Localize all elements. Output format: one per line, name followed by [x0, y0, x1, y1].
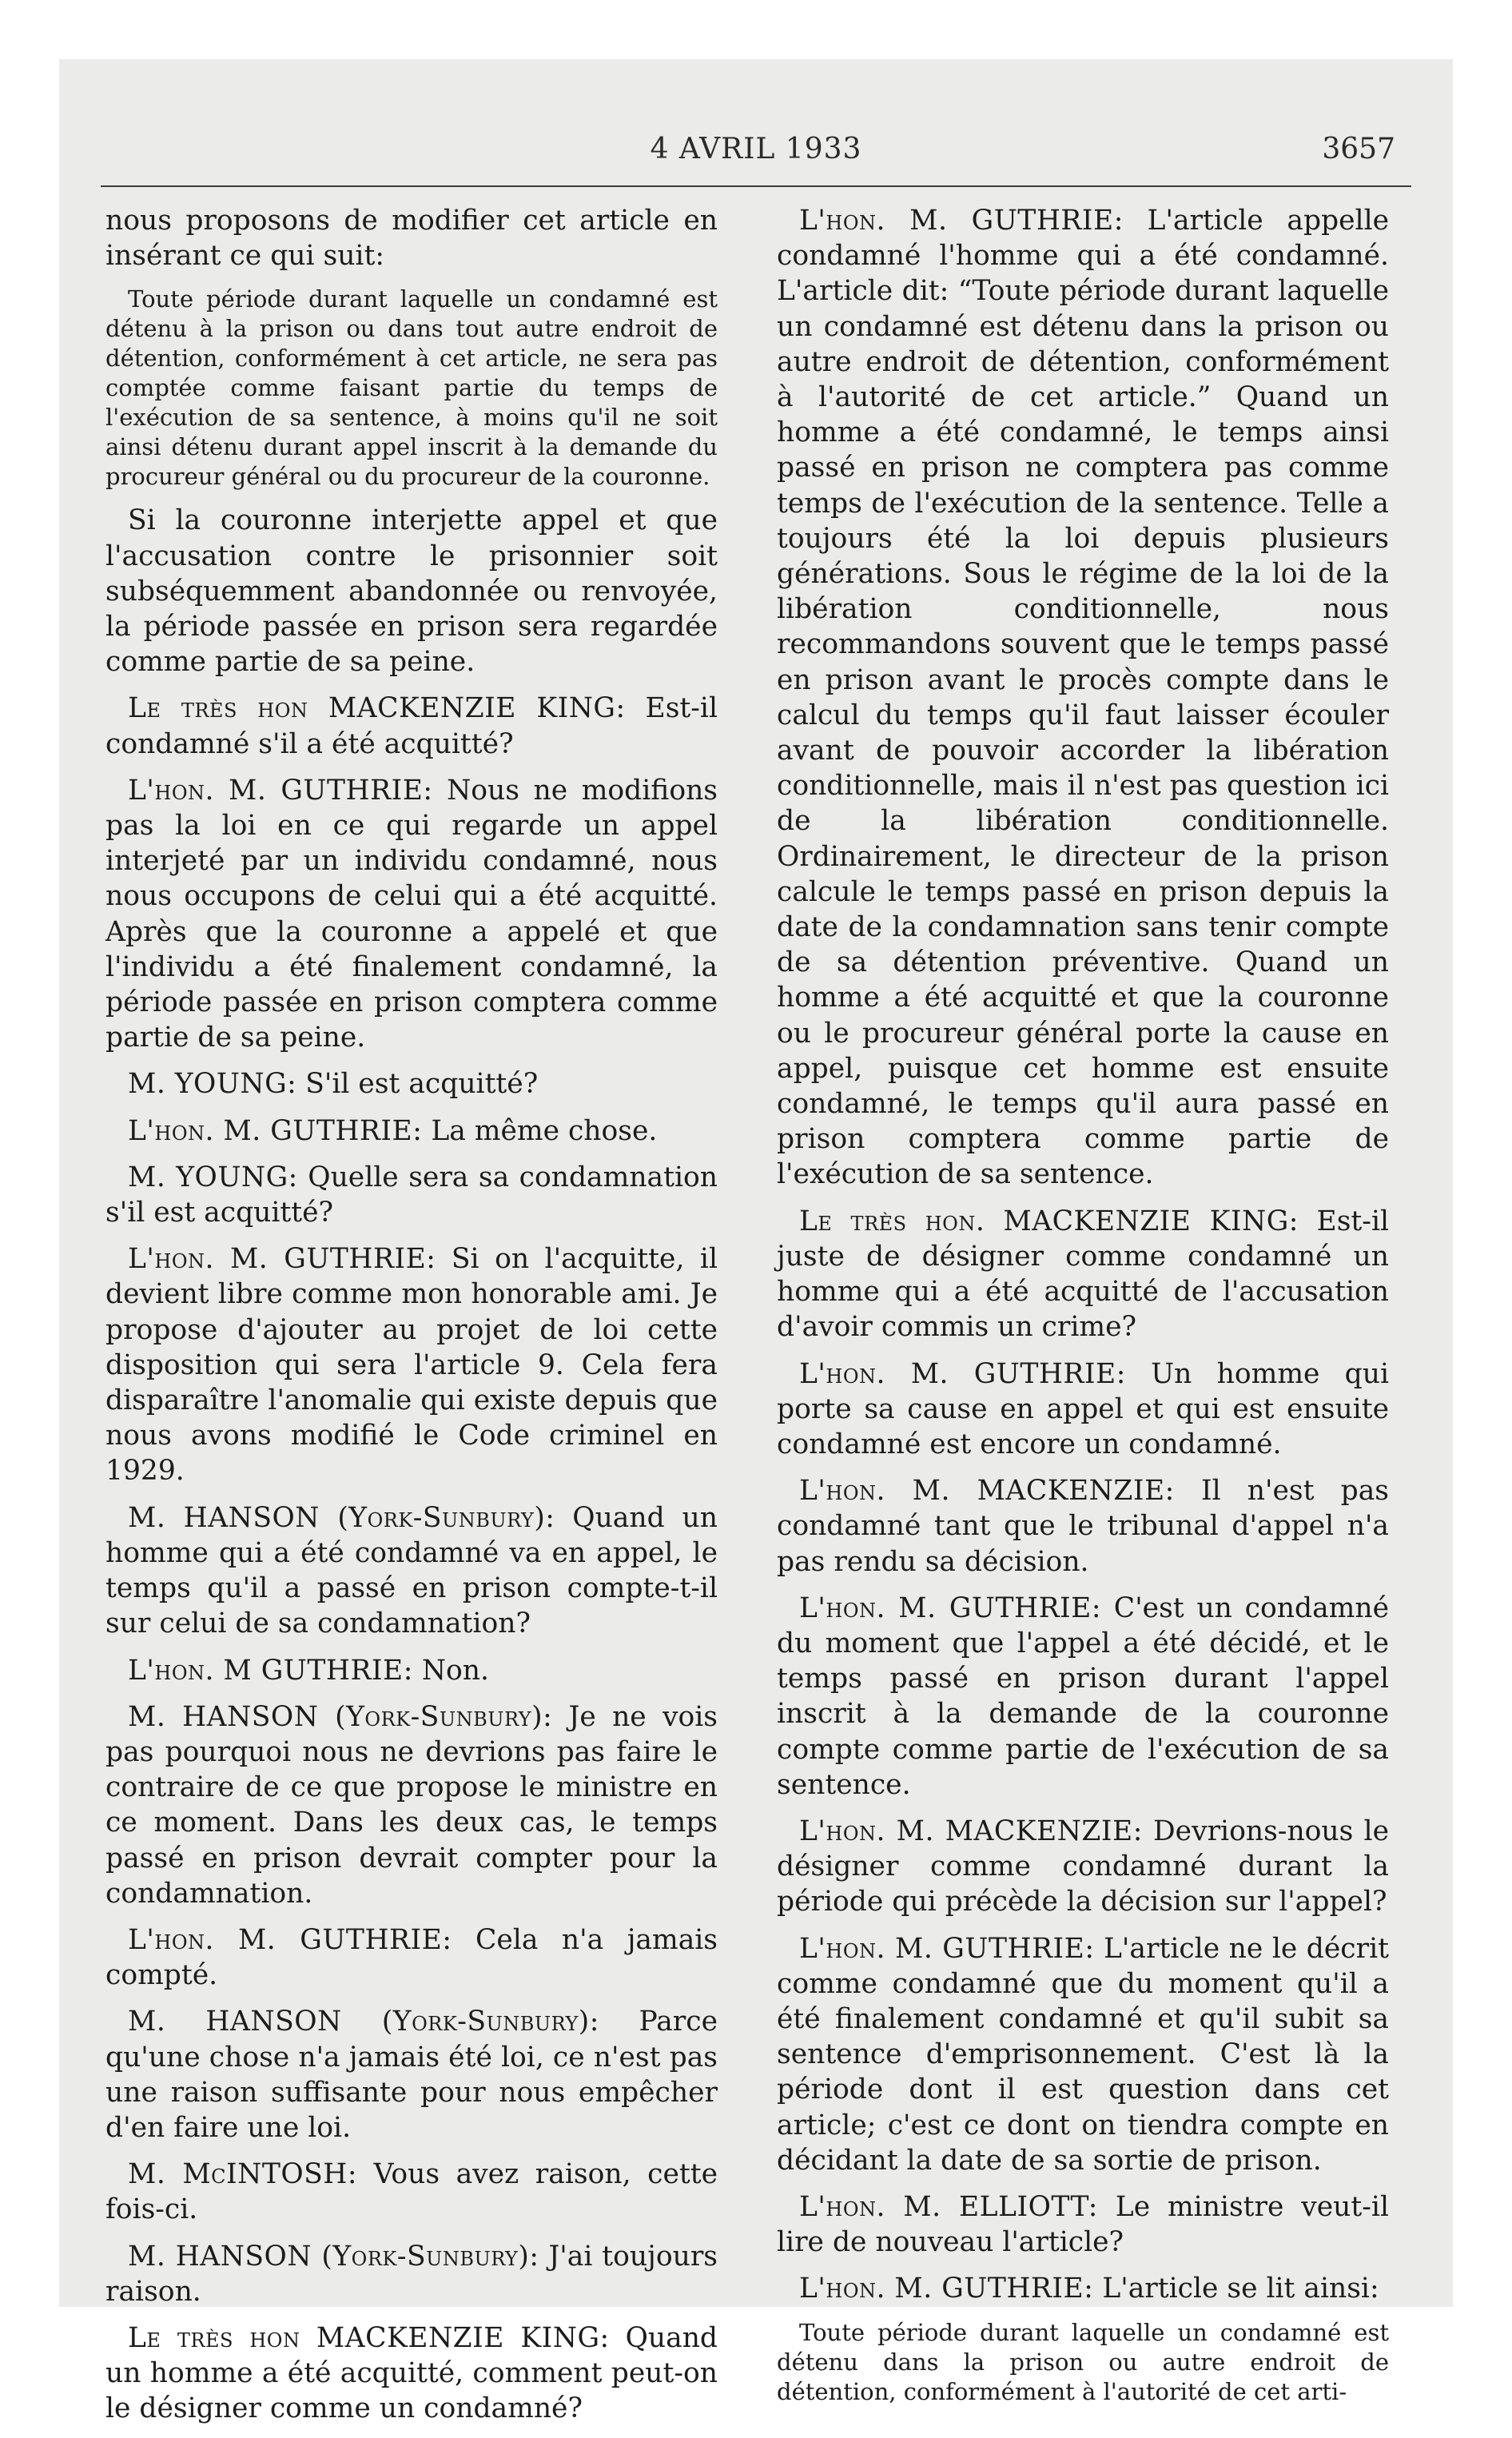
paragraph — [105, 203, 718, 273]
speaker-name: Le très hon MACKENZIE KING: — [128, 2321, 610, 2354]
speech-text: C'est un condamné du moment que l'appel a été décidé, et le temps passé en prison durant l'appel inscrit à la demande de la couronne compte comme partie de l'exécution de sa sentence. — [777, 1591, 1390, 1801]
quoted-text: Toute période durant laquelle un condamné est détenu dans la prison ou autre endroit de détention, conformément à l'autorité de cet arti- — [777, 2318, 1389, 2405]
speaker-name: L'hon. M. GUTHRIE: — [799, 1357, 1126, 1390]
paragraph — [777, 1356, 1389, 1463]
speech-text: S'il est acquitté? — [305, 1068, 539, 1101]
speech-text: Est-il condamné s'il a été acquitté? — [105, 692, 718, 760]
speech-text: Il n'est pas condamné tant que le tribunal d'appel n'a pas rendu sa décision. — [777, 1475, 1389, 1578]
paragraph — [777, 1204, 1389, 1345]
paragraph — [105, 773, 718, 1056]
speech-text: Le ministre veut-il lire de nouveau l'article? — [777, 2190, 1389, 2259]
paragraph — [105, 1699, 718, 1911]
speech-text: Quand un homme a été acquitté, comment peut-on le désigner comme un condamné? — [105, 2321, 718, 2425]
right-column — [777, 203, 1389, 2418]
speech-text: Nous ne modifions pas la loi en ce qui regarde un appel interjeté par un individu condamné, nous nous occupons de celui qui a été acquitté. Après que la couronne a appelé et que l'individu a été finalement condamné, la période passée en prison comptera comme partie de sa peine. — [105, 774, 718, 1054]
speech-text: J'ai toujours raison. — [105, 2240, 718, 2308]
speech-text: L'article appelle condamné l'homme qui a été condamné. L'article dit: “Toute période durant laquelle un condamné est détenu dans la prison ou autre endroit de détention, conformément à l'autorité de cet article.” Quand un homme a été condamné, le temps ainsi passé en prison ne comptera pas comme temps de l'exécution de la sentence. Telle a toujours été la loi depuis plusieurs générations. Sous le régime de la loi de la libération conditionnelle, nous recommandons souvent que le temps passé en prison avant le procès compte dans le calcul du temps qu'il faut laisser écouler avant de pouvoir accorder la libération conditionnelle, mais il n'est pas question ici de la libération conditionnelle. Ordinairement, le directeur de la prison calcule le temps passé en prison depuis la date de la condamnation sans tenir compte de sa détention préventive. Quand un homme a été acquitté et que la couronne ou le procureur général porte la cause en appel, puisque cet homme est ensuite condamné, le temps qu'il aura passé en prison comptera comme partie de l'exécution de sa sentence. — [777, 205, 1390, 1191]
speaker-name: L'hon. M. GUTHRIE: — [128, 774, 433, 807]
paragraph — [777, 1814, 1389, 1920]
speaker-name: L'hon. M. GUTHRIE: — [799, 1932, 1095, 1965]
page-number: 3657 — [1322, 133, 1395, 165]
paragraph — [777, 203, 1389, 1193]
paragraph — [105, 2320, 718, 2427]
page-header — [59, 133, 1453, 181]
speaker-name: M. HANSON (York-Sunbury): — [128, 1501, 555, 1534]
paragraph — [777, 2271, 1389, 2306]
speech-text: La même chose. — [431, 1114, 658, 1147]
speech-text: Vous avez raison, cette fois-ci. — [105, 2158, 718, 2226]
speech-text: Je ne vois pas pourquoi nous ne devrions pas faire le contraire de ce que propose le ministre en ce moment. Dans les deux cas, le temps passé en prison devrait compter pour la condamnation. — [105, 1700, 718, 1910]
paragraph — [105, 1160, 718, 1230]
speaker-name: L'hon. M. MACKENZIE: — [799, 1475, 1175, 1508]
speaker-name: L'hon. M. GUTHRIE: — [128, 1243, 436, 1276]
speech-text: Si on l'acquitte, il devient libre comme mon honorable ami. Je propose d'ajouter au projet de loi cette disposition qui sera l'article 9. Cela fera disparaître l'anomalie qui existe depuis que nous avons modifié le Code criminel en 1929. — [105, 1243, 718, 1488]
speech-text: Si la couronne interjette appel et que l'accusation contre le prisonnier soit subséquemment abandonnée ou renvoyée, la période passée en prison sera regardée comme partie de sa peine. — [105, 504, 718, 679]
speaker-name: Le très hon MACKENZIE KING: — [128, 692, 626, 725]
paragraph — [105, 691, 718, 761]
paragraph — [777, 2189, 1389, 2260]
paragraph — [105, 2157, 718, 2227]
speaker-name: L'hon. M GUTHRIE: — [128, 1654, 413, 1687]
speech-text: L'article se lit ainsi: — [1102, 2273, 1379, 2305]
paragraph — [105, 1653, 718, 1688]
paragraph — [105, 2239, 718, 2309]
paragraph — [105, 2004, 718, 2145]
speech-text: Quelle sera sa condamnation s'il est acquitté? — [105, 1161, 718, 1229]
speaker-name: M. McINTOSH: — [128, 2158, 357, 2191]
speaker-name: L'hon. M. GUTHRIE: — [128, 1923, 452, 1956]
speech-text: Un homme qui porte sa cause en appel et qui est ensuite condamné est encore un condamné. — [777, 1357, 1390, 1460]
speaker-name: Le très hon. MACKENZIE KING: — [799, 1205, 1299, 1237]
paragraph — [105, 503, 718, 679]
paragraph — [105, 1500, 718, 1642]
speech-text: Est-il juste de désigner comme condamné un homme qui a été acquitté de l'accusation d'avoir commis un crime? — [777, 1205, 1390, 1344]
speaker-name: L'hon. M. ELLIOTT: — [799, 2190, 1098, 2223]
speech-text: Quand un homme qui a été condamné va en appel, le temps qu'il a passé en prison compte-t-il sur celui de sa condamnation? — [105, 1501, 718, 1640]
header-date: 4 AVRIL 1933 — [650, 133, 862, 165]
speech-text: Parce qu'une chose n'a jamais été loi, ce n'est pas une raison suffisante pour nous empêcher d'en faire une loi. — [105, 2006, 718, 2144]
paragraph — [105, 1241, 718, 1488]
paragraph — [105, 1113, 718, 1149]
speaker-name: M. HANSON (York-Sunbury): — [128, 2006, 599, 2038]
header-rule — [101, 185, 1411, 187]
quoted-text: Toute période durant laquelle un condamné est détenu à la prison ou dans tout autre endroit de détention, conformément à cet article, ne sera pas comptée comme faisant partie du temps de l'exécution de sa sentence, à moins qu'il ne soit ainsi détenu durant appel inscrit à la demande du procureur général ou du procureur de la couronne. — [105, 285, 718, 491]
speaker-name: M. YOUNG: — [128, 1068, 297, 1101]
speaker-name: L'hon. M. MACKENZIE: — [799, 1815, 1143, 1847]
speech-text: L'article ne le décrit comme condamné que du moment qu'il a été finalement condamné et qu'il subit sa sentence d'emprisonnement. C'est là la période dont il est question dans cet article; c'est ce dont on tiendra compte en décidant la date de sa sortie de prison. — [777, 1932, 1390, 2177]
speech-text: Devrions-nous le désigner comme condamné durant la période qui précède la décision sur l'appel? — [777, 1815, 1389, 1918]
speaker-name: M. HANSON (York-Sunbury): — [128, 2240, 539, 2273]
speaker-name: L'hon. M. GUTHRIE: — [799, 205, 1124, 237]
speaker-name: M. YOUNG: — [128, 1161, 298, 1193]
speech-text: nous proposons de modifier cet article en insérant ce qui suit: — [105, 205, 718, 273]
paragraph — [105, 1922, 718, 1993]
speaker-name: L'hon. M. GUTHRIE: — [799, 2273, 1094, 2305]
page-sheet — [59, 59, 1453, 2425]
paragraph — [777, 1591, 1389, 1803]
paragraph — [105, 1066, 718, 1101]
speech-text: Non. — [421, 1654, 489, 1687]
speaker-name: L'hon. M. GUTHRIE: — [128, 1114, 423, 1147]
paragraph — [777, 1931, 1389, 2178]
paragraph — [777, 1473, 1389, 1580]
speaker-name: M. HANSON (York-Sunbury): — [128, 1700, 553, 1733]
speech-text: Cela n'a jamais compté. — [105, 1923, 718, 1992]
speaker-name: L'hon. M. GUTHRIE: — [799, 1591, 1101, 1624]
left-column — [105, 203, 718, 2438]
